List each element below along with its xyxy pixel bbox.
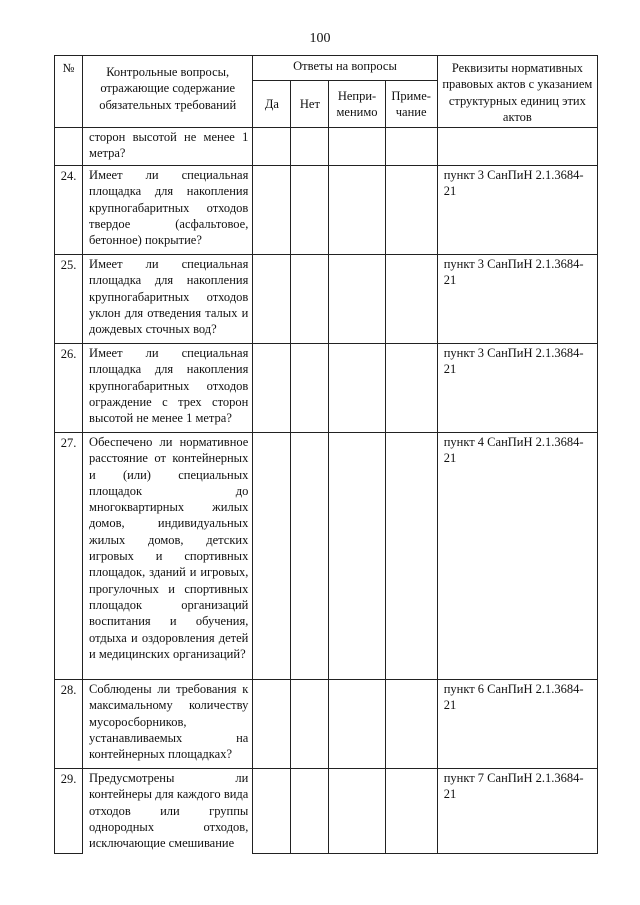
table-row [55,680,598,769]
answer-na-cell [329,255,385,344]
header-requisites: Реквизиты нормативных правовых актов с указанием структурных единиц этих актов [437,56,597,128]
answer-no-cell [291,433,329,680]
answer-yes-cell [253,433,291,680]
row-reference: пункт 7 СанПиН 2.1.3684-21 [437,769,597,854]
row-question: Соблюдены ли требования к максимальному количеству мусоросборников, устанавливаемых на контейнерных площадках? [83,680,253,769]
answer-no-cell [291,255,329,344]
answer-no-cell [291,344,329,433]
header-note: Приме-чание [385,81,437,128]
answer-na-cell [329,344,385,433]
row-reference: пункт 3 СанПиН 2.1.3684-21 [437,255,597,344]
header-question: Контрольные вопросы, отражающие содержание обязательных требований [83,56,253,128]
answer-na-cell [329,680,385,769]
answer-yes-cell [253,166,291,255]
answer-note-cell [385,680,437,769]
answer-note-cell [385,255,437,344]
answer-yes-cell [253,680,291,769]
row-reference: пункт 4 СанПиН 2.1.3684-21 [437,433,597,680]
row-num: 26. [55,344,83,433]
answer-na-cell [329,166,385,255]
table-row [55,433,598,680]
answer-no-cell [291,769,329,854]
row-num: 29. [55,769,83,854]
row-question: Имеет ли специальная площадка для накопления крупногабаритных отходов уклон для отведения талых и дождевых сточных вод? [83,255,253,344]
page-number: 100 [309,31,331,46]
answer-yes-cell [253,344,291,433]
answer-na-cell [329,433,385,680]
row-question: сторон высотой не менее 1 метра? [83,128,253,166]
header-not-applicable: Непри-менимо [329,81,385,128]
table-row [55,769,598,854]
row-num: 28. [55,680,83,769]
answer-no-cell [291,128,329,166]
row-question: Обеспечено ли нормативное расстояние от контейнерных и (или) специальных площадок до многоквартирных жилых домов, индивидуальных жилых домов, детских игровых и спортивных площадок, зданий и игровых, прогулочных и спортивных площадок организаций воспитания и обучения, отдыха и оздоровления детей и медицинских организаций? [83,433,253,680]
row-reference: пункт 6 СанПиН 2.1.3684-21 [437,680,597,769]
row-question: Имеет ли специальная площадка для накопления крупногабаритных отходов твердое (асфальтовое, бетонное) покрытие? [83,166,253,255]
answer-yes-cell [253,128,291,166]
header-answers: Ответы на вопросы [253,56,437,81]
row-question: Имеет ли специальная площадка для накопления крупногабаритных отходов ограждение с трех сторон высотой не менее 1 метра? [83,344,253,433]
row-num [55,128,83,166]
answer-yes-cell [253,769,291,854]
row-question: Предусмотрены ли контейнеры для каждого вида отходов или группы однородных отходов, исключающие смешивание [83,769,253,854]
checklist-table [54,55,598,854]
answer-na-cell [329,769,385,854]
answer-note-cell [385,128,437,166]
answer-note-cell [385,166,437,255]
row-reference: пункт 3 СанПиН 2.1.3684-21 [437,344,597,433]
header-row [55,56,598,81]
row-num: 27. [55,433,83,680]
row-reference [437,128,597,166]
answer-note-cell [385,769,437,854]
row-num: 25. [55,255,83,344]
table-row [55,344,598,433]
header-num: № [55,56,83,128]
answer-no-cell [291,166,329,255]
header-yes: Да [253,81,291,128]
table-row [55,255,598,344]
row-num: 24. [55,166,83,255]
answer-note-cell [385,344,437,433]
row-reference: пункт 3 СанПиН 2.1.3684-21 [437,166,597,255]
answer-na-cell [329,128,385,166]
answer-no-cell [291,680,329,769]
table-row [55,166,598,255]
header-no: Нет [291,81,329,128]
answer-note-cell [385,433,437,680]
table-row [55,128,598,166]
answer-yes-cell [253,255,291,344]
